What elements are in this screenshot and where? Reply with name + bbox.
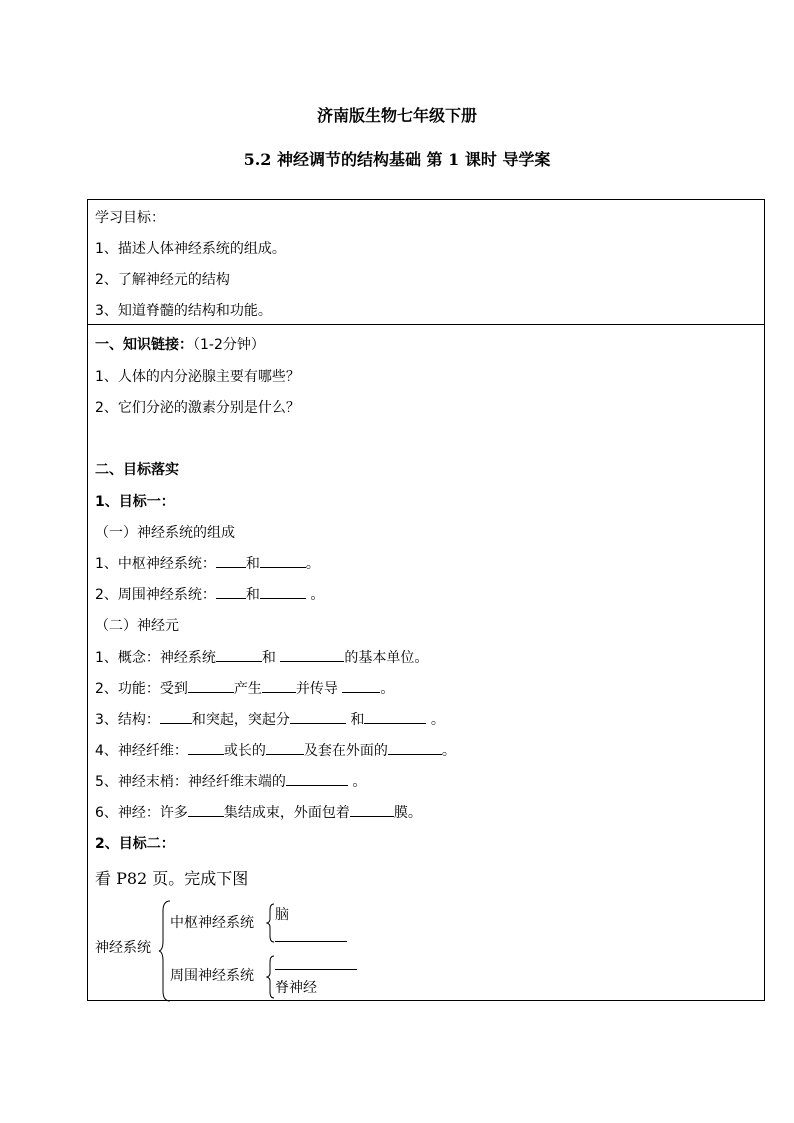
subheading: （一）神经系统的组成 <box>95 525 235 541</box>
blank[interactable] <box>160 710 192 724</box>
blank[interactable] <box>388 741 442 755</box>
blank[interactable] <box>275 969 357 970</box>
central-nervous-system: 中枢神经系统 <box>170 915 254 931</box>
document-title: 济南版生物七年级下册 <box>316 106 477 125</box>
goal1-heading: 1、目标一： <box>95 494 175 510</box>
blank[interactable] <box>266 741 304 755</box>
peripheral-nervous-system: 周围神经系统 <box>170 968 254 984</box>
goal2-heading: 2、目标二： <box>95 836 175 852</box>
document-subtitle: 5.2 神经调节的结构基础 第 1 课时 导学案 <box>243 150 551 169</box>
blank[interactable] <box>188 803 224 817</box>
brain-label: 脑 <box>275 907 289 923</box>
blank[interactable] <box>188 741 224 755</box>
blank[interactable] <box>260 554 306 568</box>
fill-line: 3、结构： 和突起，突起分 和 。 <box>95 712 445 728</box>
section1-heading: 一、知识链接： <box>95 337 193 353</box>
question: 1、人体的内分泌腺主要有哪些？ <box>95 369 300 385</box>
fill-line: 1、概念：神经系统 和 的基本单位。 <box>95 650 429 666</box>
blank[interactable] <box>280 648 344 662</box>
fill-line: 5、神经末梢：神经纤维末端的 。 <box>95 774 367 790</box>
subheading: （二）神经元 <box>95 618 179 634</box>
content-box <box>87 324 765 1001</box>
blank[interactable] <box>260 585 306 599</box>
fill-line: 4、神经纤维： 或长的 及套在外面的 。 <box>95 743 456 759</box>
blank[interactable] <box>275 941 347 942</box>
objective-item: 1、描述人体神经系统的组成。 <box>95 241 286 257</box>
fill-line: 2、功能：受到 产生 并传导 。 <box>95 681 395 697</box>
section2-heading: 二、目标落实 <box>95 462 179 478</box>
blank[interactable] <box>342 679 380 693</box>
fill-line: 6、神经：许多 集结成束，外面包着 膜。 <box>95 805 422 821</box>
objective-item: 3、知道脊髓的结构和功能。 <box>95 303 272 319</box>
blank[interactable] <box>290 710 346 724</box>
instruction: 看 P82 页。完成下图 <box>95 869 249 888</box>
objectives-heading: 学习目标： <box>95 210 165 226</box>
blank[interactable] <box>216 554 246 568</box>
objective-item: 2、了解神经元的结构 <box>95 272 230 288</box>
blank[interactable] <box>350 803 394 817</box>
blank[interactable] <box>216 585 246 599</box>
objectives-box <box>87 199 765 325</box>
blank[interactable] <box>188 679 234 693</box>
blank[interactable] <box>364 710 426 724</box>
blank[interactable] <box>216 648 262 662</box>
fill-line: 1、中枢神经系统： 和 。 <box>95 556 320 572</box>
blank[interactable] <box>262 679 296 693</box>
section1-heading-line <box>95 334 265 354</box>
diagram-root: 神经系统 <box>95 940 151 956</box>
spinal-nerve-label: 脊神经 <box>275 980 317 996</box>
fill-line: 2、周围神经系统： 和 。 <box>95 587 325 603</box>
blank[interactable] <box>286 772 348 786</box>
question: 2、它们分泌的激素分别是什么？ <box>95 400 300 416</box>
section1-time: （1-2分钟） <box>193 337 265 353</box>
